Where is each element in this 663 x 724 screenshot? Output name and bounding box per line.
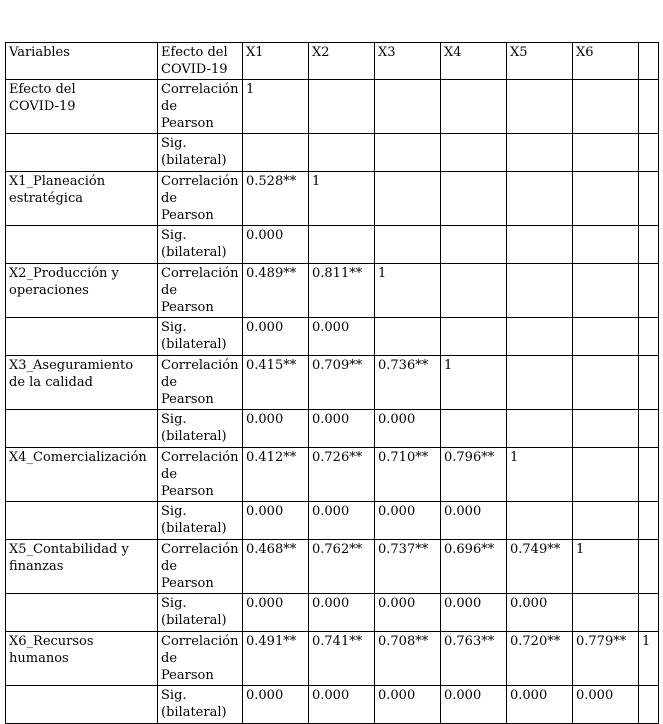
x2-cell: 1 bbox=[309, 172, 375, 226]
extra-cell bbox=[639, 448, 659, 502]
x3-cell: 0.737** bbox=[375, 540, 441, 594]
x1-cell: 0.528** bbox=[243, 172, 309, 226]
x1-cell: 0.000 bbox=[243, 318, 309, 356]
x3-cell: 0.000 bbox=[375, 686, 441, 724]
column-header-3: X1 bbox=[243, 43, 309, 80]
x3-cell bbox=[375, 226, 441, 264]
x3-cell: 0.710** bbox=[375, 448, 441, 502]
column-header-2: Efecto del COVID-19 bbox=[158, 43, 243, 80]
x6-cell bbox=[573, 356, 639, 410]
x4-cell: 0.000 bbox=[441, 502, 507, 540]
x2-cell: 0.726** bbox=[309, 448, 375, 502]
correlation-row bbox=[6, 448, 659, 502]
x6-cell: 1 bbox=[573, 540, 639, 594]
correlation-row bbox=[6, 540, 659, 594]
variable-cell: X2_Producción y operaciones bbox=[6, 264, 158, 318]
x5-cell bbox=[507, 356, 573, 410]
x2-cell: 0.000 bbox=[309, 594, 375, 632]
x1-cell: 0.000 bbox=[243, 594, 309, 632]
x6-cell bbox=[573, 502, 639, 540]
variable-cell bbox=[6, 134, 158, 172]
extra-cell bbox=[639, 172, 659, 226]
x1-cell: 0.468** bbox=[243, 540, 309, 594]
correlation-table bbox=[5, 42, 659, 724]
x4-cell bbox=[441, 80, 507, 134]
x5-cell bbox=[507, 318, 573, 356]
x5-cell: 1 bbox=[507, 448, 573, 502]
x2-cell: 0.000 bbox=[309, 410, 375, 448]
x1-cell bbox=[243, 134, 309, 172]
variable-cell: X5_Contabilidad y finanzas bbox=[6, 540, 158, 594]
x5-cell: 0.000 bbox=[507, 686, 573, 724]
x5-cell bbox=[507, 502, 573, 540]
correlation-row bbox=[6, 80, 659, 134]
x6-cell bbox=[573, 410, 639, 448]
x3-cell bbox=[375, 80, 441, 134]
statistic-cell: Sig. (bilateral) bbox=[158, 502, 243, 540]
statistic-cell: Correlación de Pearson bbox=[158, 80, 243, 134]
x5-cell: 0.749** bbox=[507, 540, 573, 594]
x5-cell bbox=[507, 80, 573, 134]
variable-cell: X4_Comercialización bbox=[6, 448, 158, 502]
correlation-row bbox=[6, 172, 659, 226]
statistic-cell: Correlación de Pearson bbox=[158, 540, 243, 594]
statistic-cell: Sig. (bilateral) bbox=[158, 410, 243, 448]
x2-cell: 0.000 bbox=[309, 686, 375, 724]
extra-cell bbox=[639, 594, 659, 632]
statistic-cell: Correlación de Pearson bbox=[158, 172, 243, 226]
x3-cell bbox=[375, 318, 441, 356]
x4-cell bbox=[441, 264, 507, 318]
x1-cell: 1 bbox=[243, 80, 309, 134]
x4-cell bbox=[441, 318, 507, 356]
x1-cell: 0.415** bbox=[243, 356, 309, 410]
column-header-7: X5 bbox=[507, 43, 573, 80]
x2-cell: 0.811** bbox=[309, 264, 375, 318]
x6-cell bbox=[573, 264, 639, 318]
x3-cell bbox=[375, 134, 441, 172]
correlation-row bbox=[6, 264, 659, 318]
x4-cell bbox=[441, 172, 507, 226]
x6-cell bbox=[573, 80, 639, 134]
x3-cell bbox=[375, 172, 441, 226]
x1-cell: 0.000 bbox=[243, 686, 309, 724]
x3-cell: 0.000 bbox=[375, 594, 441, 632]
x2-cell: 0.000 bbox=[309, 318, 375, 356]
x5-cell bbox=[507, 226, 573, 264]
statistic-cell: Correlación de Pearson bbox=[158, 632, 243, 686]
significance-row bbox=[6, 226, 659, 264]
x2-cell bbox=[309, 80, 375, 134]
variable-cell bbox=[6, 594, 158, 632]
variable-cell: Efecto del COVID-19 bbox=[6, 80, 158, 134]
x1-cell: 0.412** bbox=[243, 448, 309, 502]
x1-cell: 0.489** bbox=[243, 264, 309, 318]
x2-cell: 0.000 bbox=[309, 502, 375, 540]
x4-cell bbox=[441, 410, 507, 448]
variable-cell: X1_Planeación estratégica bbox=[6, 172, 158, 226]
x5-cell bbox=[507, 264, 573, 318]
x4-cell: 0.000 bbox=[441, 686, 507, 724]
statistic-cell: Sig. (bilateral) bbox=[158, 594, 243, 632]
extra-cell bbox=[639, 264, 659, 318]
x4-cell: 0.796** bbox=[441, 448, 507, 502]
x2-cell: 0.741** bbox=[309, 632, 375, 686]
extra-cell bbox=[639, 502, 659, 540]
column-header-6: X4 bbox=[441, 43, 507, 80]
x3-cell: 0.736** bbox=[375, 356, 441, 410]
correlation-row bbox=[6, 632, 659, 686]
x1-cell: 0.000 bbox=[243, 502, 309, 540]
variable-cell bbox=[6, 318, 158, 356]
extra-cell bbox=[639, 356, 659, 410]
column-header-5: X3 bbox=[375, 43, 441, 80]
x3-cell: 0.708** bbox=[375, 632, 441, 686]
x6-cell bbox=[573, 318, 639, 356]
x1-cell: 0.491** bbox=[243, 632, 309, 686]
x6-cell: 0.779** bbox=[573, 632, 639, 686]
x5-cell bbox=[507, 410, 573, 448]
extra-cell bbox=[639, 540, 659, 594]
x3-cell: 1 bbox=[375, 264, 441, 318]
statistic-cell: Correlación de Pearson bbox=[158, 264, 243, 318]
extra-cell bbox=[639, 134, 659, 172]
statistic-cell: Sig. (bilateral) bbox=[158, 226, 243, 264]
x4-cell bbox=[441, 226, 507, 264]
x1-cell: 0.000 bbox=[243, 410, 309, 448]
x1-cell: 0.000 bbox=[243, 226, 309, 264]
x5-cell: 0.720** bbox=[507, 632, 573, 686]
extra-cell bbox=[639, 318, 659, 356]
x6-cell bbox=[573, 134, 639, 172]
extra-cell bbox=[639, 226, 659, 264]
x2-cell bbox=[309, 226, 375, 264]
x6-cell bbox=[573, 172, 639, 226]
variable-cell bbox=[6, 410, 158, 448]
x5-cell bbox=[507, 134, 573, 172]
variable-cell: X3_Aseguramiento de la calidad bbox=[6, 356, 158, 410]
extra-cell bbox=[639, 410, 659, 448]
significance-row bbox=[6, 594, 659, 632]
statistic-cell: Sig. (bilateral) bbox=[158, 134, 243, 172]
x6-cell bbox=[573, 594, 639, 632]
x5-cell: 0.000 bbox=[507, 594, 573, 632]
variable-cell bbox=[6, 502, 158, 540]
column-header-1: Variables bbox=[6, 43, 158, 80]
column-header-4: X2 bbox=[309, 43, 375, 80]
x3-cell: 0.000 bbox=[375, 410, 441, 448]
column-header-9 bbox=[639, 43, 659, 80]
variable-cell: X6_Recursos humanos bbox=[6, 632, 158, 686]
statistic-cell: Correlación de Pearson bbox=[158, 448, 243, 502]
x6-cell: 0.000 bbox=[573, 686, 639, 724]
header-row bbox=[6, 43, 659, 80]
significance-row bbox=[6, 410, 659, 448]
statistic-cell: Sig. (bilateral) bbox=[158, 318, 243, 356]
significance-row bbox=[6, 318, 659, 356]
x3-cell: 0.000 bbox=[375, 502, 441, 540]
extra-cell bbox=[639, 80, 659, 134]
x4-cell: 0.763** bbox=[441, 632, 507, 686]
x6-cell bbox=[573, 226, 639, 264]
statistic-cell: Sig. (bilateral) bbox=[158, 686, 243, 724]
x2-cell bbox=[309, 134, 375, 172]
x4-cell: 1 bbox=[441, 356, 507, 410]
column-header-8: X6 bbox=[573, 43, 639, 80]
extra-cell: 1 bbox=[639, 632, 659, 686]
x2-cell: 0.709** bbox=[309, 356, 375, 410]
significance-row bbox=[6, 134, 659, 172]
x4-cell: 0.696** bbox=[441, 540, 507, 594]
x2-cell: 0.762** bbox=[309, 540, 375, 594]
x4-cell bbox=[441, 134, 507, 172]
significance-row bbox=[6, 502, 659, 540]
statistic-cell: Correlación de Pearson bbox=[158, 356, 243, 410]
variable-cell bbox=[6, 226, 158, 264]
x4-cell: 0.000 bbox=[441, 594, 507, 632]
x5-cell bbox=[507, 172, 573, 226]
x6-cell bbox=[573, 448, 639, 502]
correlation-row bbox=[6, 356, 659, 410]
